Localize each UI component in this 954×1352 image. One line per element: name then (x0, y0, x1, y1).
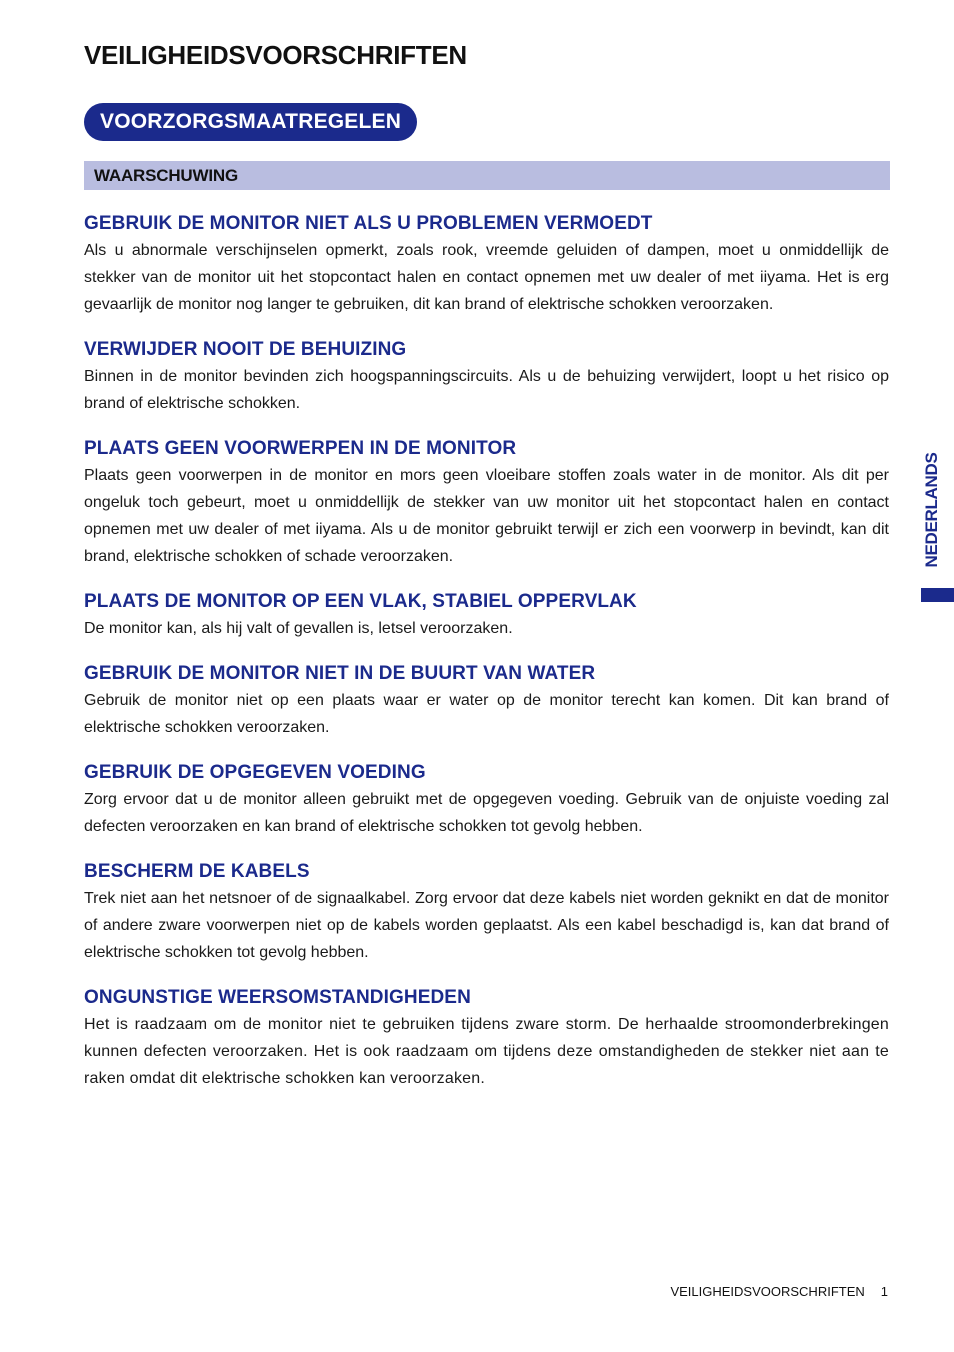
section-heading: GEBRUIK DE OPGEGEVEN VOEDING (84, 762, 426, 783)
safety-section (84, 661, 889, 741)
page-title: VEILIGHEIDSVOORSCHRIFTEN (84, 40, 467, 70)
page-footer (670, 1284, 888, 1299)
section-body: Gebruik de monitor niet op een plaats waar er water op de monitor terecht kan komen. Dit kan brand of elektrische schokken veroorzaken. (84, 692, 889, 736)
section-body: Plaats geen voorwerpen in de monitor en mors geen vloeibare stoffen zoals water in de monitor. Als dit per ongeluk toch gebeurt, moet u onmiddellijk de stekker van uw monitor uit het stopcontact halen en contact opnemen met uw dealer of met iiyama. Als u de monitor gebruikt terwijl er zich een voorwerp in bevindt, kan dit brand, elektrische schokken of schade veroorzaken. (84, 467, 889, 565)
language-tab-marker (921, 588, 954, 602)
section-heading: GEBRUIK DE MONITOR NIET ALS U PROBLEMEN VERMOEDT (84, 213, 653, 234)
page-number: 1 (880, 1284, 888, 1299)
section-body: Zorg ervoor dat u de monitor alleen gebruikt met de opgegeven voeding. Gebruik van de onjuiste voeding zal defecten veroorzaken en kan brand of elektrische schokken tot gevolg hebben. (84, 791, 889, 835)
section-heading: PLAATS GEEN VOORWERPEN IN DE MONITOR (84, 438, 517, 459)
section-body: Als u abnormale verschijnselen opmerkt, zoals rook, vreemde geluiden of dampen, moet u onmiddellijk de stekker van de monitor uit het stopcontact halen en contact opnemen met uw dealer of met iiyama. Het is erg gevaarlijk de monitor nog langer te gebruiken, dit kan brand of elektrische schokken veroorzaken. (84, 242, 889, 313)
section-heading: ONGUNSTIGE WEERSOMSTANDIGHEDEN (84, 987, 471, 1008)
section-heading: VERWIJDER NOOIT DE BEHUIZING (84, 339, 407, 360)
language-tab-label: NEDERLANDS (922, 452, 941, 568)
safety-section (84, 337, 889, 417)
language-side-tab (921, 440, 943, 580)
safety-section (84, 760, 889, 840)
warning-bar: WAARSCHUWING (84, 161, 890, 190)
footer-label: VEILIGHEIDSVOORSCHRIFTEN (670, 1284, 865, 1299)
section-body: De monitor kan, als hij valt of gevallen is, letsel veroorzaken. (84, 620, 513, 637)
section-pill: VOORZORGSMAATREGELEN (84, 103, 417, 141)
safety-section (84, 436, 889, 570)
section-heading: PLAATS DE MONITOR OP EEN VLAK, STABIEL OPPERVLAK (84, 591, 637, 612)
safety-section (84, 211, 889, 318)
section-body: Het is raadzaam om de monitor niet te gebruiken tijdens zware storm. De herhaalde stroomonderbrekingen kunnen defecten veroorzaken. Het is ook raadzaam om tijdens deze omstandigheden de stekker niet aan te raken omdat dit elektrische schokken kan veroorzaken. (84, 1016, 889, 1087)
safety-section (84, 589, 889, 642)
safety-section (84, 985, 889, 1092)
section-heading: GEBRUIK DE MONITOR NIET IN DE BUURT VAN WATER (84, 663, 596, 684)
safety-section (84, 859, 889, 966)
section-body: Trek niet aan het netsnoer of de signaalkabel. Zorg ervoor dat deze kabels niet worden geknikt en dat de monitor of andere zware voorwerpen niet op de kabels worden geplaatst. Als een kabel beschadigd is, kan dat brand of elektrische schokken tot gevolg hebben. (84, 890, 889, 961)
section-body: Binnen in de monitor bevinden zich hoogspanningscircuits. Als u de behuizing verwijdert, loopt u het risico op brand of elektrische schokken. (84, 368, 889, 412)
section-heading: BESCHERM DE KABELS (84, 861, 310, 882)
content (84, 211, 889, 1111)
